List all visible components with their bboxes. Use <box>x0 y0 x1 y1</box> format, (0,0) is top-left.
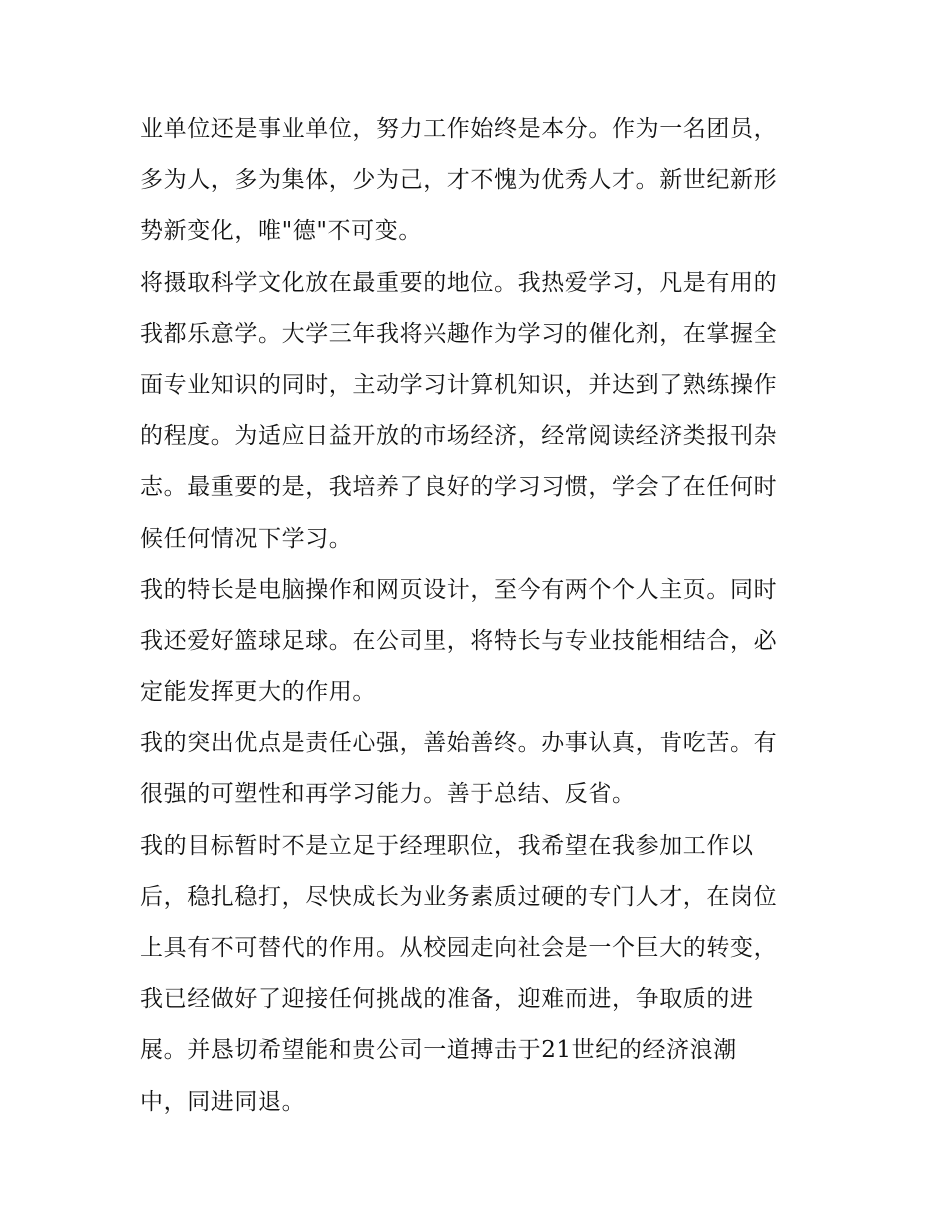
text-line: 定能发挥更大的作用。 <box>140 679 376 706</box>
text-line: 我已经做好了迎接任何挑战的准备，迎难而进，争取质的进 <box>140 986 754 1013</box>
text-line: 势新变化，唯"德"不可变。 <box>140 218 422 245</box>
text-line: 将摄取科学文化放在最重要的地位。我热爱学习，凡是有用的 <box>140 269 778 296</box>
text-line: 面专业知识的同时，主动学习计算机知识，并达到了熟练操作 <box>140 371 778 398</box>
text-line: 我都乐意学。大学三年我将兴趣作为学习的催化剂，在掌握全 <box>140 320 778 347</box>
text-line: 后，稳扎稳打，尽快成长为业务素质过硬的专门人才，在岗位 <box>140 883 778 910</box>
text-line: 我的特长是电脑操作和网页设计，至今有两个个人主页。同时 <box>140 576 778 603</box>
text-line: 志。最重要的是，我培养了良好的学习习惯，学会了在任何时 <box>140 474 778 501</box>
text-line: 的程度。为适应日益开放的市场经济，经常阅读经济类报刊杂 <box>140 423 778 450</box>
text-line: 展。并恳切希望能和贵公司一道搏击于21世纪的经济浪潮 <box>140 1037 737 1064</box>
text-line: 上具有不可替代的作用。从校园走向社会是一个巨大的转变， <box>140 935 778 961</box>
text-line: 候任何情况下学习。 <box>140 525 353 552</box>
text-line: 很强的可塑性和再学习能力。善于总结、反省。 <box>140 781 636 808</box>
text-line: 业单位还是事业单位，努力工作始终是本分。作为一名团员， <box>140 116 778 142</box>
text-line: 中，同进同退。 <box>140 1088 306 1115</box>
text-line: 多为人，多为集体，少为己，才不愧为优秀人才。新世纪新形 <box>140 167 778 194</box>
document-body <box>140 104 815 1128</box>
text-line: 我的目标暂时不是立足于经理职位，我希望在我参加工作以 <box>140 832 754 859</box>
text-line: 我的突出优点是责任心强，善始善终。办事认真，肯吃苦。有 <box>140 730 778 757</box>
text-line: 我还爱好篮球足球。在公司里，将特长与专业技能相结合，必 <box>140 627 778 654</box>
